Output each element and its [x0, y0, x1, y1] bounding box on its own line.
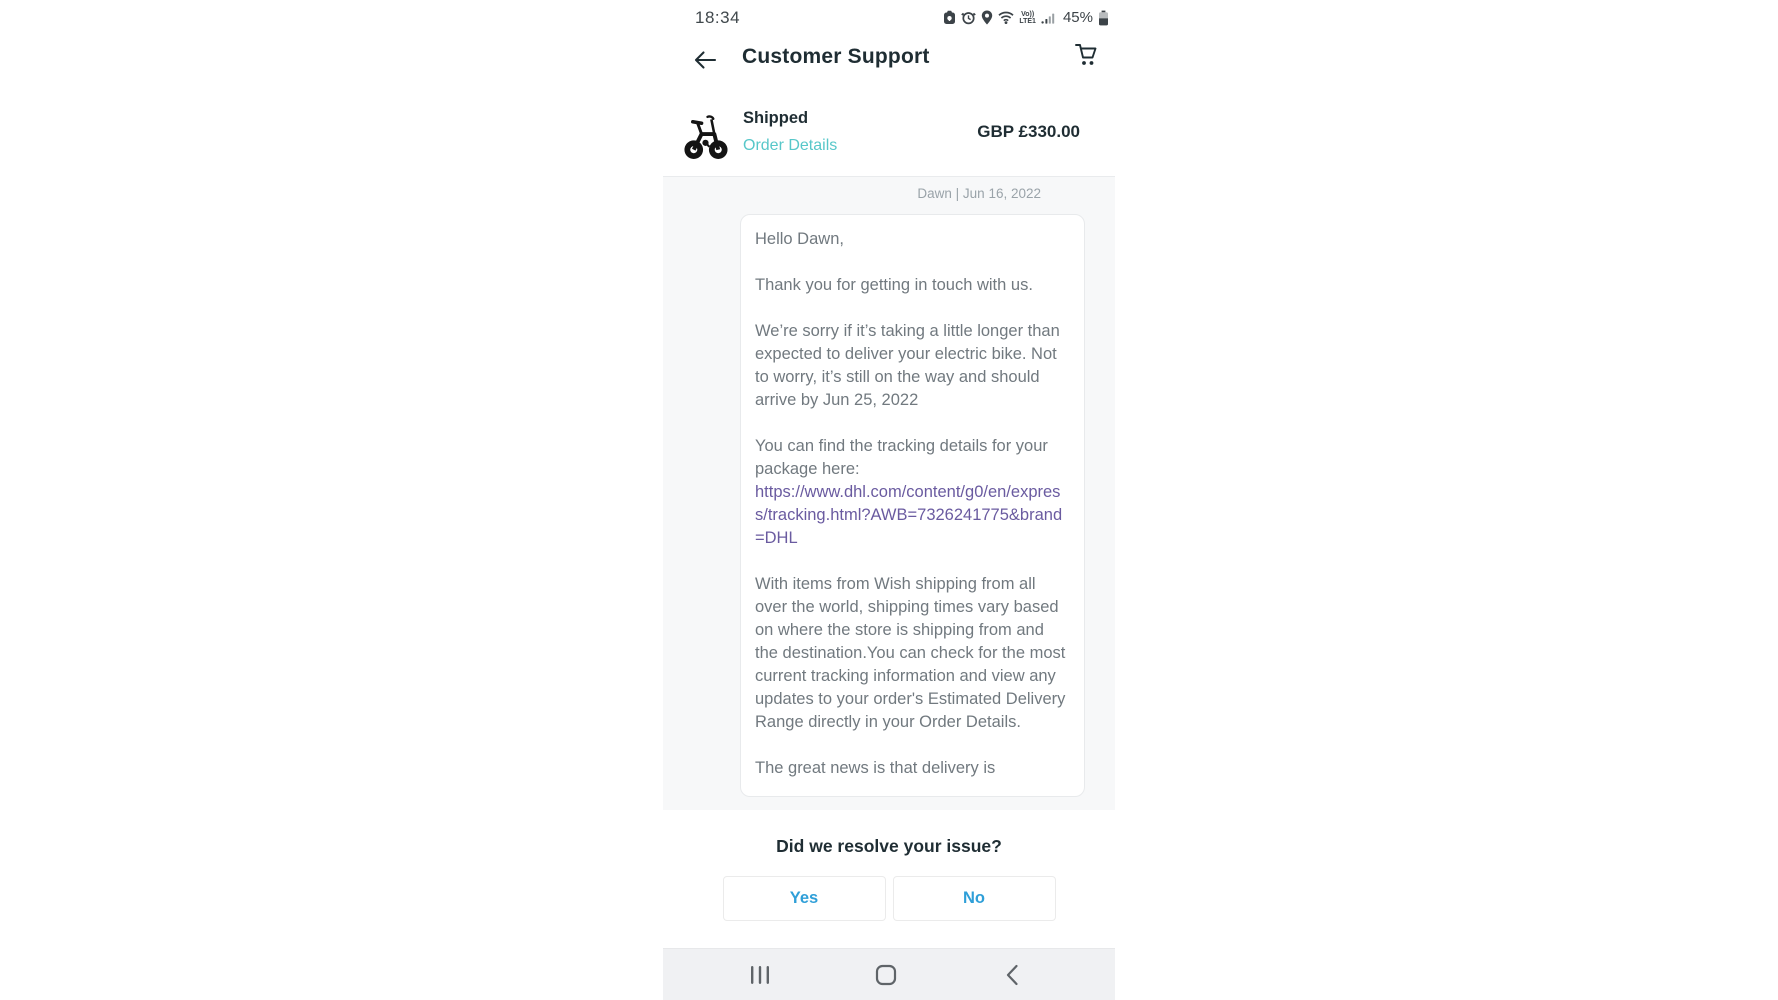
shopping-cart-icon[interactable] — [1071, 41, 1099, 69]
battery-icon — [1098, 10, 1109, 26]
recents-icon[interactable] — [747, 962, 773, 988]
resolve-question: Did we resolve your issue? — [776, 836, 1002, 856]
android-nav-bar — [663, 948, 1115, 1000]
no-button[interactable]: No — [893, 876, 1056, 921]
status-icons — [943, 9, 1109, 26]
chat-scroll-area[interactable] — [663, 176, 1115, 810]
order-price-label: GBP £330.00 — [977, 122, 1080, 141]
message-shipping-info: With items from Wish shipping from all over the world, shipping times vary based on where the store is shipping from and the destination.You can check for the most current tracking information and view any updates to your order's Estimated Delivery Range directly in your Order Details. — [755, 575, 1066, 731]
location-icon — [981, 10, 993, 25]
resolve-prompt-panel — [663, 810, 1115, 948]
alarm-icon — [961, 10, 976, 25]
product-thumbnail-electric-bike-image — [682, 108, 729, 162]
chat-date-line: Dawn | Jun 16, 2022 — [917, 186, 1041, 201]
volte-top-label: Vo)) — [1021, 10, 1035, 18]
phone-screen — [663, 0, 1115, 1000]
secure-folder-icon — [943, 10, 956, 25]
message-clipped-line: The great news is that delivery is — [755, 759, 996, 777]
app-header — [663, 33, 1115, 88]
message-greeting: Hello Dawn, — [755, 230, 844, 248]
message-apology: We’re sorry if it’s taking a little longer than expected to deliver your electric bike. Not to worry, it’s still on the way and should arrive by Jun 25, 2022 — [755, 322, 1060, 409]
dhl-tracking-link[interactable]: https://www.dhl.com/content/g0/en/express/tracking.html?AWB=7326241775&brand=DHL — [755, 483, 1063, 547]
back-arrow-button[interactable] — [691, 46, 719, 74]
wifi-icon — [998, 11, 1014, 24]
back-icon[interactable] — [999, 962, 1025, 988]
battery-percent-label: 45% — [1062, 9, 1093, 26]
page-title: Customer Support — [742, 45, 930, 68]
volte-bottom-label: LTE1 — [1019, 17, 1036, 25]
cell-signal-icon — [1041, 11, 1056, 24]
status-bar — [663, 0, 1115, 33]
volte-indicator — [1019, 11, 1036, 25]
yes-button[interactable]: Yes — [723, 876, 886, 921]
message-thanks: Thank you for getting in touch with us. — [755, 276, 1033, 294]
tracking-intro-text: You can find the tracking details for your package here: — [755, 437, 1048, 478]
message-tracking — [755, 435, 1070, 550]
resolve-buttons — [663, 876, 1115, 921]
support-message-bubble — [740, 214, 1085, 797]
order-details-link[interactable]: Order Details — [743, 137, 838, 154]
order-texts — [743, 109, 837, 155]
status-time: 18:34 — [695, 7, 741, 27]
order-status-label: Shipped — [743, 109, 809, 127]
order-summary-row — [663, 88, 1115, 176]
home-icon[interactable] — [873, 962, 899, 988]
